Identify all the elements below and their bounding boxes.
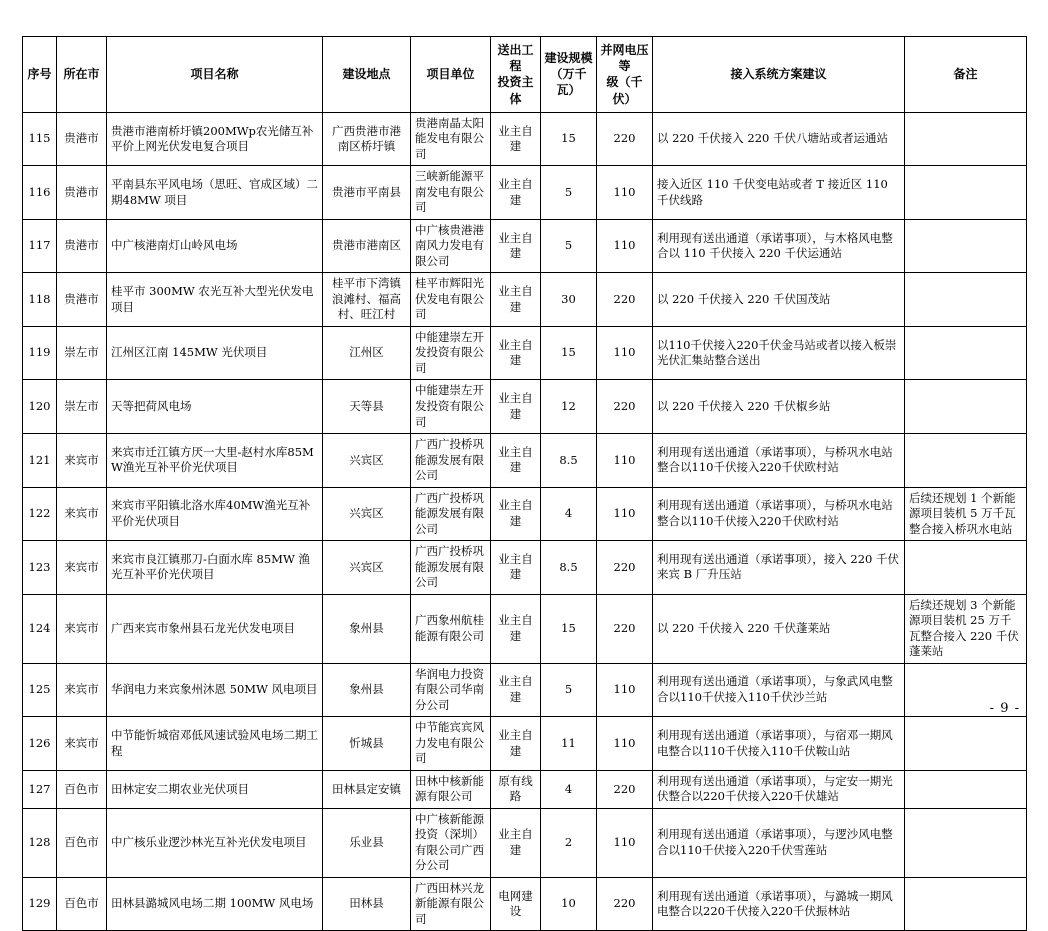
cell-investor: 业主自建 — [491, 380, 541, 434]
col-header-voltage-line2: 级（千伏） — [606, 75, 643, 106]
cell-location: 贵港市平南县 — [323, 166, 411, 220]
cell-investor: 业主自建 — [491, 541, 541, 595]
cell-voltage: 220 — [597, 877, 653, 931]
cell-plan: 利用现有送出通道（承诺事项），与桥巩水电站整合以110千伏接入220千伏欧村站 — [653, 434, 905, 488]
col-header-voltage — [597, 37, 653, 113]
cell-investor: 电网建设 — [491, 877, 541, 931]
table-row — [23, 166, 1027, 220]
cell-investor: 业主自建 — [491, 663, 541, 717]
page-number: - 9 - — [989, 701, 1020, 716]
cell-location: 忻城县 — [323, 717, 411, 771]
cell-index: 123 — [23, 541, 57, 595]
cell-project-name: 来宾市迁江镇方厌一大里-赵村水库85MW渔光互补平价光伏项目 — [107, 434, 323, 488]
table-row — [23, 541, 1027, 595]
cell-scale: 4 — [541, 770, 597, 808]
cell-unit: 桂平市辉阳光伏发电有限公司 — [411, 273, 491, 327]
cell-voltage: 110 — [597, 219, 653, 273]
cell-unit: 广西广投桥巩能源发展有限公司 — [411, 434, 491, 488]
cell-location: 田林县定安镇 — [323, 770, 411, 808]
table-row — [23, 808, 1027, 877]
cell-location: 广西贵港市港南区桥圩镇 — [323, 112, 411, 166]
cell-scale: 12 — [541, 380, 597, 434]
col-header-remark: 备注 — [905, 37, 1027, 113]
cell-index: 127 — [23, 770, 57, 808]
col-header-scale-line1: 建设规模 — [544, 51, 593, 66]
cell-scale: 8.5 — [541, 434, 597, 488]
cell-voltage: 220 — [597, 594, 653, 663]
table-row — [23, 112, 1027, 166]
table-body — [23, 112, 1027, 931]
cell-city: 来宾市 — [57, 487, 107, 541]
cell-remark — [905, 273, 1027, 327]
table-row — [23, 487, 1027, 541]
cell-investor: 业主自建 — [491, 166, 541, 220]
cell-index: 124 — [23, 594, 57, 663]
cell-scale: 8.5 — [541, 541, 597, 595]
cell-scale: 5 — [541, 219, 597, 273]
cell-unit: 广西广投桥巩能源发展有限公司 — [411, 541, 491, 595]
cell-project-name: 来宾市良江镇那刀-白面水库 85MW 渔光互补平价光伏项目 — [107, 541, 323, 595]
cell-voltage: 110 — [597, 434, 653, 488]
cell-investor: 业主自建 — [491, 434, 541, 488]
cell-remark: 后续还规划 1 个新能源项目装机 5 万千瓦整合接入桥巩水电站 — [905, 487, 1027, 541]
cell-voltage: 220 — [597, 112, 653, 166]
cell-remark — [905, 219, 1027, 273]
cell-city: 百色市 — [57, 877, 107, 931]
cell-city: 贵港市 — [57, 219, 107, 273]
cell-remark — [905, 112, 1027, 166]
cell-index: 119 — [23, 326, 57, 380]
cell-city: 来宾市 — [57, 594, 107, 663]
table-row — [23, 770, 1027, 808]
cell-investor: 业主自建 — [491, 112, 541, 166]
table-row — [23, 877, 1027, 931]
cell-investor: 业主自建 — [491, 808, 541, 877]
cell-index: 125 — [23, 663, 57, 717]
cell-unit: 中能建崇左开发投资有限公司 — [411, 326, 491, 380]
cell-location: 兴宾区 — [323, 487, 411, 541]
cell-scale: 5 — [541, 663, 597, 717]
col-header-unit: 项目单位 — [411, 37, 491, 113]
cell-index: 122 — [23, 487, 57, 541]
col-header-plan: 接入系统方案建议 — [653, 37, 905, 113]
cell-scale: 2 — [541, 808, 597, 877]
cell-index: 126 — [23, 717, 57, 771]
cell-city: 来宾市 — [57, 717, 107, 771]
cell-investor: 业主自建 — [491, 487, 541, 541]
cell-plan: 以 220 千伏接入 220 千伏八塘站或者运通站 — [653, 112, 905, 166]
cell-project-name: 中节能忻城宿邓低风速试验风电场二期工程 — [107, 717, 323, 771]
cell-city: 百色市 — [57, 770, 107, 808]
cell-scale: 15 — [541, 594, 597, 663]
cell-project-name: 中广核港南灯山岭风电场 — [107, 219, 323, 273]
cell-index: 115 — [23, 112, 57, 166]
cell-location: 天等县 — [323, 380, 411, 434]
cell-city: 崇左市 — [57, 326, 107, 380]
cell-remark — [905, 166, 1027, 220]
cell-plan: 利用现有送出通道（承诺事项），与逻沙风电整合以110千伏接入220千伏雪莲站 — [653, 808, 905, 877]
cell-location: 兴宾区 — [323, 541, 411, 595]
cell-city: 百色市 — [57, 808, 107, 877]
cell-scale: 15 — [541, 112, 597, 166]
cell-scale: 15 — [541, 326, 597, 380]
cell-plan: 接入近区 110 千伏变电站或者 T 接近区 110 千伏线路 — [653, 166, 905, 220]
table-row — [23, 326, 1027, 380]
cell-investor: 业主自建 — [491, 219, 541, 273]
cell-index: 120 — [23, 380, 57, 434]
table-row — [23, 380, 1027, 434]
cell-investor: 业主自建 — [491, 273, 541, 327]
cell-project-name: 江州区江南 145MW 光伏项目 — [107, 326, 323, 380]
cell-location: 江州区 — [323, 326, 411, 380]
cell-remark — [905, 326, 1027, 380]
cell-index: 117 — [23, 219, 57, 273]
cell-city: 来宾市 — [57, 434, 107, 488]
cell-index: 116 — [23, 166, 57, 220]
cell-plan: 利用现有送出通道（承诺事项），接入 220 千伏来宾 B 厂升压站 — [653, 541, 905, 595]
cell-unit: 三峡新能源平南发电有限公司 — [411, 166, 491, 220]
cell-index: 121 — [23, 434, 57, 488]
cell-project-name: 田林县潞城风电场二期 100MW 风电场 — [107, 877, 323, 931]
cell-index: 118 — [23, 273, 57, 327]
cell-unit: 贵港南晶太阳能发电有限公司 — [411, 112, 491, 166]
col-header-investor-line1: 送出工程 — [497, 43, 534, 74]
cell-index: 128 — [23, 808, 57, 877]
cell-project-name: 广西来宾市象州县石龙光伏发电项目 — [107, 594, 323, 663]
cell-city: 贵港市 — [57, 112, 107, 166]
cell-voltage: 110 — [597, 326, 653, 380]
table-row — [23, 594, 1027, 663]
table-row — [23, 663, 1027, 717]
cell-remark — [905, 877, 1027, 931]
cell-city: 崇左市 — [57, 380, 107, 434]
col-header-investor — [491, 37, 541, 113]
cell-voltage: 110 — [597, 663, 653, 717]
cell-project-name: 华润电力来宾象州沐恩 50MW 风电项目 — [107, 663, 323, 717]
cell-plan: 利用现有送出通道（承诺事项），与宿邓一期风电整合以110千伏接入110千伏鞍山站 — [653, 717, 905, 771]
cell-voltage: 110 — [597, 166, 653, 220]
cell-voltage: 110 — [597, 717, 653, 771]
cell-project-name: 天等把荷风电场 — [107, 380, 323, 434]
cell-location: 象州县 — [323, 663, 411, 717]
cell-remark — [905, 717, 1027, 771]
cell-city: 贵港市 — [57, 273, 107, 327]
cell-index: 129 — [23, 877, 57, 931]
cell-location: 贵港市港南区 — [323, 219, 411, 273]
cell-unit: 中广核新能源投资（深圳）有限公司广西分公司 — [411, 808, 491, 877]
cell-project-name: 贵港市港南桥圩镇200MWp农光储互补平价上网光伏发电复合项目 — [107, 112, 323, 166]
cell-remark — [905, 808, 1027, 877]
cell-location: 田林县 — [323, 877, 411, 931]
cell-investor: 业主自建 — [491, 326, 541, 380]
cell-plan: 利用现有送出通道（承诺事项），与潞城一期风电整合以220千伏接入220千伏振林站 — [653, 877, 905, 931]
cell-plan: 以110千伏接入220千伏金马站或者以接入板崇光伏汇集站整合送出 — [653, 326, 905, 380]
cell-city: 来宾市 — [57, 541, 107, 595]
cell-project-name: 来宾市平阳镇北洛水库40MW渔光互补平价光伏项目 — [107, 487, 323, 541]
cell-project-name: 平南县东平风电场（思旺、官成区域）二期48MW 项目 — [107, 166, 323, 220]
cell-scale: 5 — [541, 166, 597, 220]
col-header-investor-line2: 投资主体 — [497, 75, 534, 106]
cell-scale: 10 — [541, 877, 597, 931]
cell-plan: 利用现有送出通道（承诺事项），与象武风电整合以110千伏接入110千伏沙兰站 — [653, 663, 905, 717]
cell-remark: 后续还规划 3 个新能源项目装机 25 万千瓦整合接入 220 千伏蓬莱站 — [905, 594, 1027, 663]
col-header-scale-line2: （万千瓦） — [550, 67, 587, 98]
cell-unit: 广西广投桥巩能源发展有限公司 — [411, 487, 491, 541]
cell-city: 来宾市 — [57, 663, 107, 717]
table-row — [23, 717, 1027, 771]
projects-table — [22, 36, 1027, 931]
cell-location: 象州县 — [323, 594, 411, 663]
col-header-project-name: 项目名称 — [107, 37, 323, 113]
cell-location: 桂平市下湾镇浪滩村、福高村、旺江村 — [323, 273, 411, 327]
cell-voltage: 220 — [597, 273, 653, 327]
cell-voltage: 220 — [597, 380, 653, 434]
cell-unit: 中能建崇左开发投资有限公司 — [411, 380, 491, 434]
table-row — [23, 273, 1027, 327]
cell-plan: 以 220 千伏接入 220 千伏蓬莱站 — [653, 594, 905, 663]
col-header-city: 所在市 — [57, 37, 107, 113]
cell-remark — [905, 380, 1027, 434]
col-header-voltage-line1: 并网电压等 — [600, 43, 649, 74]
col-header-scale — [541, 37, 597, 113]
cell-plan: 以 220 千伏接入 220 千伏国茂站 — [653, 273, 905, 327]
cell-remark — [905, 434, 1027, 488]
col-header-index: 序号 — [23, 37, 57, 113]
cell-plan: 以 220 千伏接入 220 千伏椒乡站 — [653, 380, 905, 434]
cell-investor: 原有线路 — [491, 770, 541, 808]
cell-unit: 中节能宾宾风力发电有限公司 — [411, 717, 491, 771]
cell-unit: 广西象州航桂能源有限公司 — [411, 594, 491, 663]
cell-plan: 利用现有送出通道（承诺事项），与定安一期光伏整合以220千伏接入220千伏雄站 — [653, 770, 905, 808]
cell-plan: 利用现有送出通道（承诺事项），与桥巩水电站整合以110千伏接入220千伏欧村站 — [653, 487, 905, 541]
cell-project-name: 中广核乐业逻沙林光互补光伏发电项目 — [107, 808, 323, 877]
cell-voltage: 110 — [597, 808, 653, 877]
cell-location: 乐业县 — [323, 808, 411, 877]
cell-scale: 11 — [541, 717, 597, 771]
cell-voltage: 220 — [597, 541, 653, 595]
cell-scale: 30 — [541, 273, 597, 327]
cell-location: 兴宾区 — [323, 434, 411, 488]
table-row — [23, 434, 1027, 488]
cell-unit: 广西田林兴龙新能源有限公司 — [411, 877, 491, 931]
cell-remark — [905, 770, 1027, 808]
cell-voltage: 220 — [597, 770, 653, 808]
cell-project-name: 桂平市 300MW 农光互补大型光伏发电项目 — [107, 273, 323, 327]
cell-scale: 4 — [541, 487, 597, 541]
cell-unit: 田林中核新能源有限公司 — [411, 770, 491, 808]
cell-city: 贵港市 — [57, 166, 107, 220]
col-header-location: 建设地点 — [323, 37, 411, 113]
cell-investor: 业主自建 — [491, 717, 541, 771]
cell-unit: 华润电力投资有限公司华南分公司 — [411, 663, 491, 717]
table-header-row — [23, 37, 1027, 113]
cell-project-name: 田林定安二期农业光伏项目 — [107, 770, 323, 808]
cell-unit: 中广核贵港港南风力发电有限公司 — [411, 219, 491, 273]
table-row — [23, 219, 1027, 273]
cell-investor: 业主自建 — [491, 594, 541, 663]
cell-remark — [905, 541, 1027, 595]
cell-voltage: 110 — [597, 487, 653, 541]
cell-plan: 利用现有送出通道（承诺事项），与木格风电整合以 110 千伏接入 220 千伏运通站 — [653, 219, 905, 273]
